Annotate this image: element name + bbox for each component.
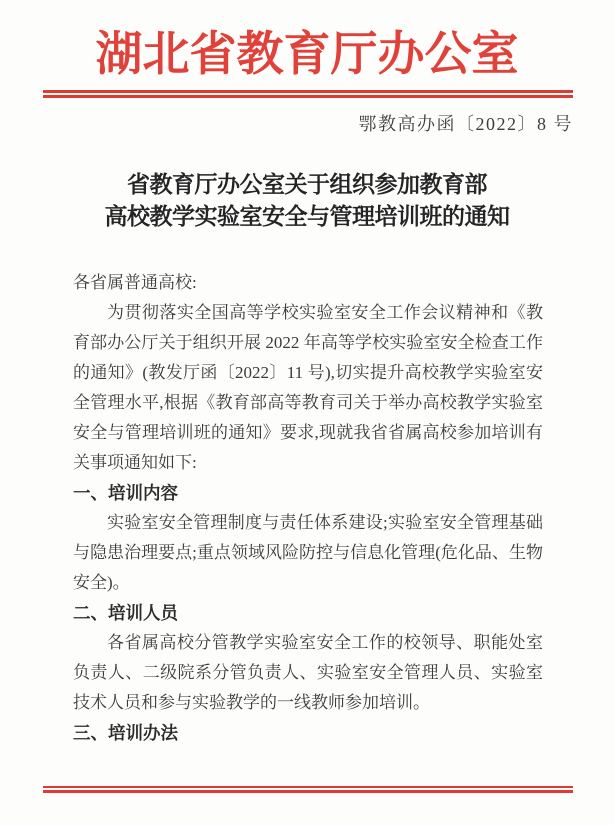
document-title-line2: 高校教学实验室安全与管理培训班的通知	[104, 204, 510, 229]
section-heading-2-training-personnel: 二、培训人员	[73, 603, 178, 623]
body-paragraph-training-content: 实验室安全管理制度与责任体系建设;实验室安全管理基础与隐患治理要点;重点领域风险防控与信息化管理(危化品、生物安全)。	[73, 513, 543, 592]
body-paragraph-intro: 为贯彻落实全国高等学校实验室安全工作会议精神和《教育部办公厅关于组织开展 2022 年高等学校实验室安全检查工作的通知》(教发厅函〔2022〕11 号),切实提升高校教学实验室安全管理水平,根据《教育部高等教育司关于举办高校教学实验室安全与管理培训班的通知》要求,现就我省省属高校参加培训有关事项通知如下:	[73, 303, 543, 472]
section-heading-3-training-method: 三、培训办法	[73, 723, 178, 743]
salutation: 各省属普通高校:	[73, 273, 197, 292]
red-footer-separator-line	[43, 786, 573, 793]
section-heading-1-training-content: 一、培训内容	[73, 483, 178, 503]
red-footer-line-upper	[43, 786, 573, 788]
document-reference-number: 鄂教高办函〔2022〕8 号	[358, 114, 573, 134]
document-title-line1: 省教育厅办公室关于组织参加教育部	[127, 172, 487, 197]
red-separator-line-upper	[43, 90, 573, 93]
red-footer-line-lower	[43, 790, 573, 793]
red-header-separator-line	[43, 90, 573, 98]
document-body	[73, 268, 543, 748]
body-paragraph-training-personnel: 各省属高校分管教学实验室安全工作的校领导、职能处室负责人、二级院系分管负责人、实验室安全管理人员、实验室技术人员和参与实验教学的一线教师参加培训。	[73, 633, 543, 712]
agency-letterhead: 湖北省教育厅办公室	[95, 29, 519, 81]
red-separator-line-lower	[43, 95, 573, 98]
document-title	[72, 169, 542, 233]
